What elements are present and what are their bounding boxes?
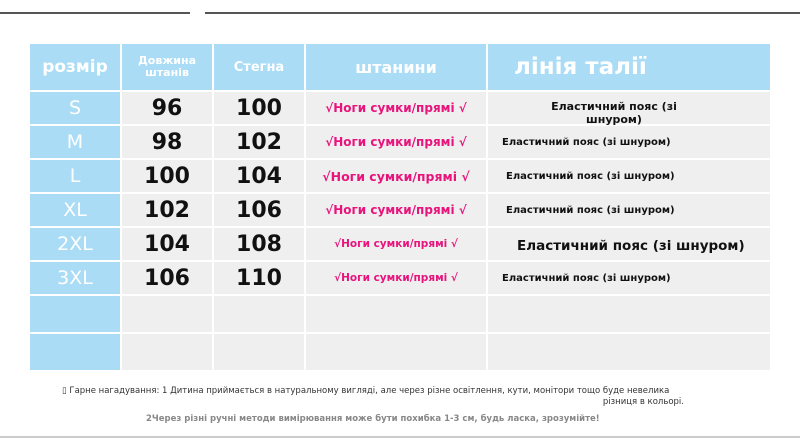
header-size: розмір (30, 44, 120, 90)
size-cell: XL (30, 194, 120, 226)
length-cell: 96 (122, 92, 212, 124)
size-cell: L (30, 160, 120, 192)
size-cell: 3XL (30, 262, 120, 294)
empty-cell (214, 334, 304, 370)
empty-cell (488, 334, 770, 370)
empty-cell (488, 296, 770, 332)
size-cell-empty (30, 296, 120, 332)
header-waist: лінія талії (488, 44, 770, 90)
pants-cell: √Ноги сумки/прямі √ (306, 160, 486, 192)
empty-cell (122, 334, 212, 370)
size-cell: M (30, 126, 120, 158)
size-cell: 2XL (30, 228, 120, 260)
hips-cell: 102 (214, 126, 304, 158)
size-cell: S (30, 92, 120, 124)
header-hips: Стегна (214, 44, 304, 90)
empty-cell (306, 334, 486, 370)
empty-cell (122, 296, 212, 332)
pants-cell: √Ноги сумки/прямі √ (306, 126, 486, 158)
waist-cell: Еластичний пояс (зі шнуром) (517, 238, 745, 254)
empty-cell (214, 296, 304, 332)
hips-cell: 110 (214, 262, 304, 294)
waist-cell: Еластичний пояс (зі шнуром) (488, 262, 770, 294)
pants-cell: √Ноги сумки/прямі √ (306, 228, 486, 260)
top-rule-left (0, 12, 190, 14)
pants-cell: √Ноги сумки/прямі √ (306, 92, 486, 124)
size-table (30, 44, 770, 370)
hips-cell: 108 (214, 228, 304, 260)
hips-cell: 106 (214, 194, 304, 226)
header-length: Довжина штанів (122, 44, 212, 90)
hips-cell: 104 (214, 160, 304, 192)
length-cell: 100 (122, 160, 212, 192)
length-cell: 102 (122, 194, 212, 226)
length-cell: 106 (122, 262, 212, 294)
pants-cell: √Ноги сумки/прямі √ (306, 194, 486, 226)
waist-cell: Еластичний пояс (зі шнуром) (488, 194, 770, 226)
top-rule-right (205, 12, 800, 14)
waist-cell: Еластичний пояс (зі шнуром) (488, 126, 770, 158)
empty-cell (306, 296, 486, 332)
waist-cell: Еластичний пояс (зі шнуром) (551, 100, 677, 126)
hips-cell: 100 (214, 92, 304, 124)
bottom-rule (0, 436, 800, 438)
reminder-note-line2: різниця в кольорі. (602, 397, 684, 407)
reminder-note (62, 386, 684, 408)
length-cell: 104 (122, 228, 212, 260)
measurement-note: 2Через різні ручні методи вимірювання може бути похибка 1-3 см, будь ласка, зрозумійте! (146, 414, 600, 424)
size-cell-empty (30, 334, 120, 370)
pants-cell: √Ноги сумки/прямі √ (306, 262, 486, 294)
header-pants: штанини (306, 44, 486, 90)
length-cell: 98 (122, 126, 212, 158)
waist-cell: Еластичний пояс (зі шнуром) (488, 160, 770, 192)
reminder-note-line1: ▯ Гарне нагадування: 1 Дитина приймається в натуральному вигляді, але через різне освітлення, кути, монітори тощо буде невелика (62, 386, 670, 396)
